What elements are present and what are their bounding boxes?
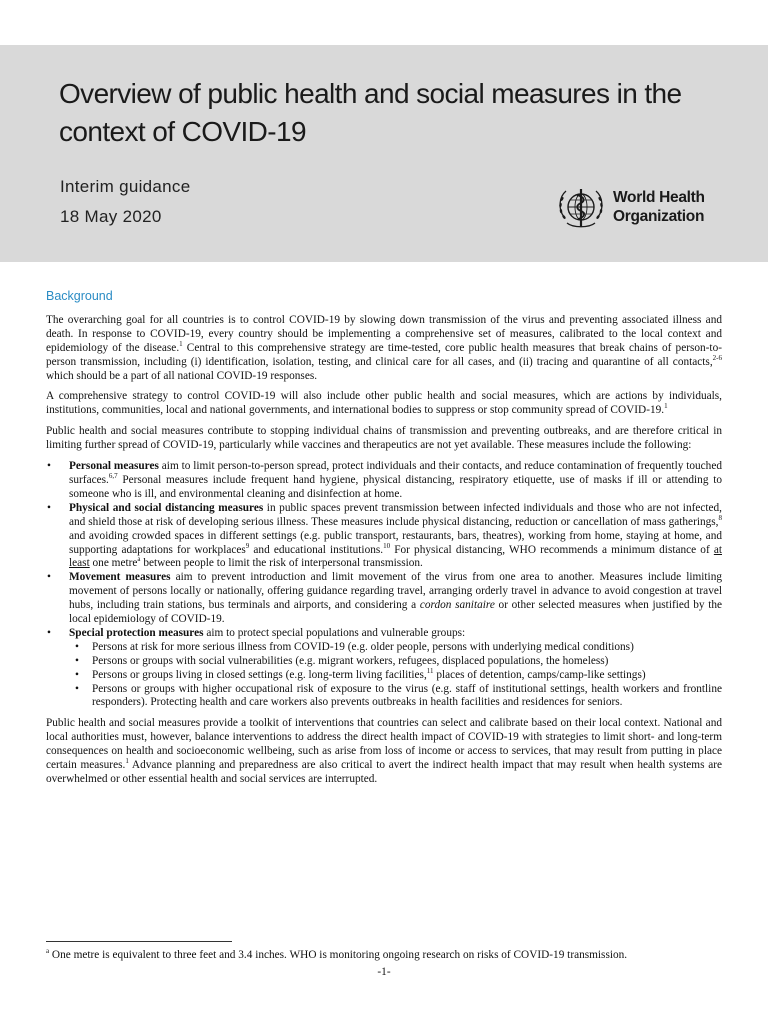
list-item: • Persons at risk for more serious illness from COVID-19 (e.g. older people, persons with underlying medical conditions) <box>92 641 722 655</box>
paragraph-1: The overarching goal for all countries is to control COVID-19 by slowing down transmission of the virus and preventing associated illness and death. In response to COVID-19, every country should be implementing a comprehensive set of measures, calibrated to the local context and epidemiology of the disease.$^1$ Central to this comprehensive strategy are time-tested, core public health measures that break chains of person-to-person transmission, including (i) identification, isolation, testing, and clinical care for all cases, and (ii) tracing and quarantine of all contacts,$^{2-6}$ which should be a part of all national COVID-19 responses. <box>46 313 722 382</box>
document-subtitle: Interim guidance <box>60 177 191 196</box>
paragraph-4: Public health and social measures provide a toolkit of interventions that countries can select and calibrate based on their local context. National and local authorities must, however, balance interventions to address the direct health impact of COVID-19 with strategies to limit short- and long-term consequences on health and socioeconomic wellbeing, such as arise from loss of income or access to services, that may result from putting in place certain measures.$^1$ Advance planning and preparedness are also critical to avert the indirect health impact that may result when health systems are overwhelmed or other essential health and social services are interrupted. <box>46 717 722 785</box>
paragraph-2: A comprehensive strategy to control COVID-19 will also include other public health and social measures, which are actions by individuals, institutions, communities, local and national governments, and international bodies to suppress or stop community spread of COVID-19.$^1$ <box>46 390 722 417</box>
list-item-distancing-measures: • Physical and social distancing measures in public spaces prevent transmission between infected individuals and those who are not infected, and shield those at risk of developing serious illness. These measures include physical distancing, reduction or cancellation of mass gatherings,$^8$ and avoiding crowded spaces in different settings (e.g. public transport, restaurants, bars, theatres), working from home, staying at home, and supporting adaptations for workplaces$^9$ and educational institutions.$^{10}$ For physical distancing, WHO recommends a minimum distance of at least one metre$^a$ between people to limit the risk of interpersonal transmission. <box>69 502 722 572</box>
who-logo <box>555 183 715 233</box>
list-item: • Persons or groups with social vulnerabilities (e.g. migrant workers, refugees, displaced populations, the homeless) <box>92 655 722 669</box>
who-emblem-icon <box>555 183 607 233</box>
list-item-movement-measures: • Movement measures aim to prevent introduction and limit movement of the virus from one area to another. Measures include limiting movement of persons locally or nationally, offering guidance regarding travel, arranging orderly travel in advance to avoid congestion at travel hubs, including train stations, bus terminals and airports, and considering a cordon sanitaire or other selected measures when justified by the local epidemiology of COVID-19. <box>69 571 722 627</box>
document-date: 18 May 2020 <box>60 207 162 226</box>
document-body <box>46 290 722 794</box>
list-item-personal-measures: • Personal measures aim to limit person-to-person spread, protect individuals and their contacts, and reduce contamination of frequently touched surfaces.$^{6,7}$ Personal measures include frequent hand hygiene, physical distancing, respiratory etiquette, use of masks if ill or attending to someone who is ill, and environmental cleaning and disinfection at home. <box>69 460 722 502</box>
page-number: -1- <box>377 966 391 978</box>
footnote: $^a$ One metre is equivalent to three feet and 3.4 inches. WHO is monitoring ongoing research on risks of COVID-19 transmission. <box>46 947 628 961</box>
list-item-special-protection-measures: • Special protection measures aim to protect special populations and vulnerable groups: • Persons at risk for more serious illness from COVID-19 (e.g. older people, persons with underlying medical conditions) • Persons or groups with social vulnerabilities (e.g. migrant workers, refugees, displaced populations, the homeless) • Persons or groups living in closed settings (e.g. long-term living facilities,$^{11}$ places of detention, camps/camp-like settings) • Persons or groups with higher occupational risk of exposure to the virus (e.g. staff of institutional settings, health workers and frontline responders). Protecting health and care workers also prevents outbreaks in health facilities and residences for seniors. <box>69 627 722 710</box>
footnote-divider <box>46 941 232 942</box>
who-wordmark: World Health Organization <box>613 189 705 225</box>
header-banner <box>0 45 768 262</box>
measures-list <box>46 460 722 710</box>
document-title: Overview of public health and social measures in the context of COVID-19 <box>59 78 682 147</box>
list-item: • Persons or groups with higher occupational risk of exposure to the virus (e.g. staff of institutional settings, health workers and frontline responders). Protecting health and care workers also prevents outbreaks in health facilities and residences for seniors. <box>92 683 722 711</box>
section-heading-background: Background <box>46 289 113 303</box>
list-item: • Persons or groups living in closed settings (e.g. long-term living facilities,$^{11}$ places of detention, camps/camp-like settings) <box>92 669 722 683</box>
paragraph-3: Public health and social measures contribute to stopping individual chains of transmission and preventing outbreaks, and are therefore critical in limiting further spread of COVID-19, particularly while vaccines and therapeutics are not yet available. These measures include the following: <box>46 425 722 452</box>
vulnerable-groups-list <box>69 641 722 711</box>
